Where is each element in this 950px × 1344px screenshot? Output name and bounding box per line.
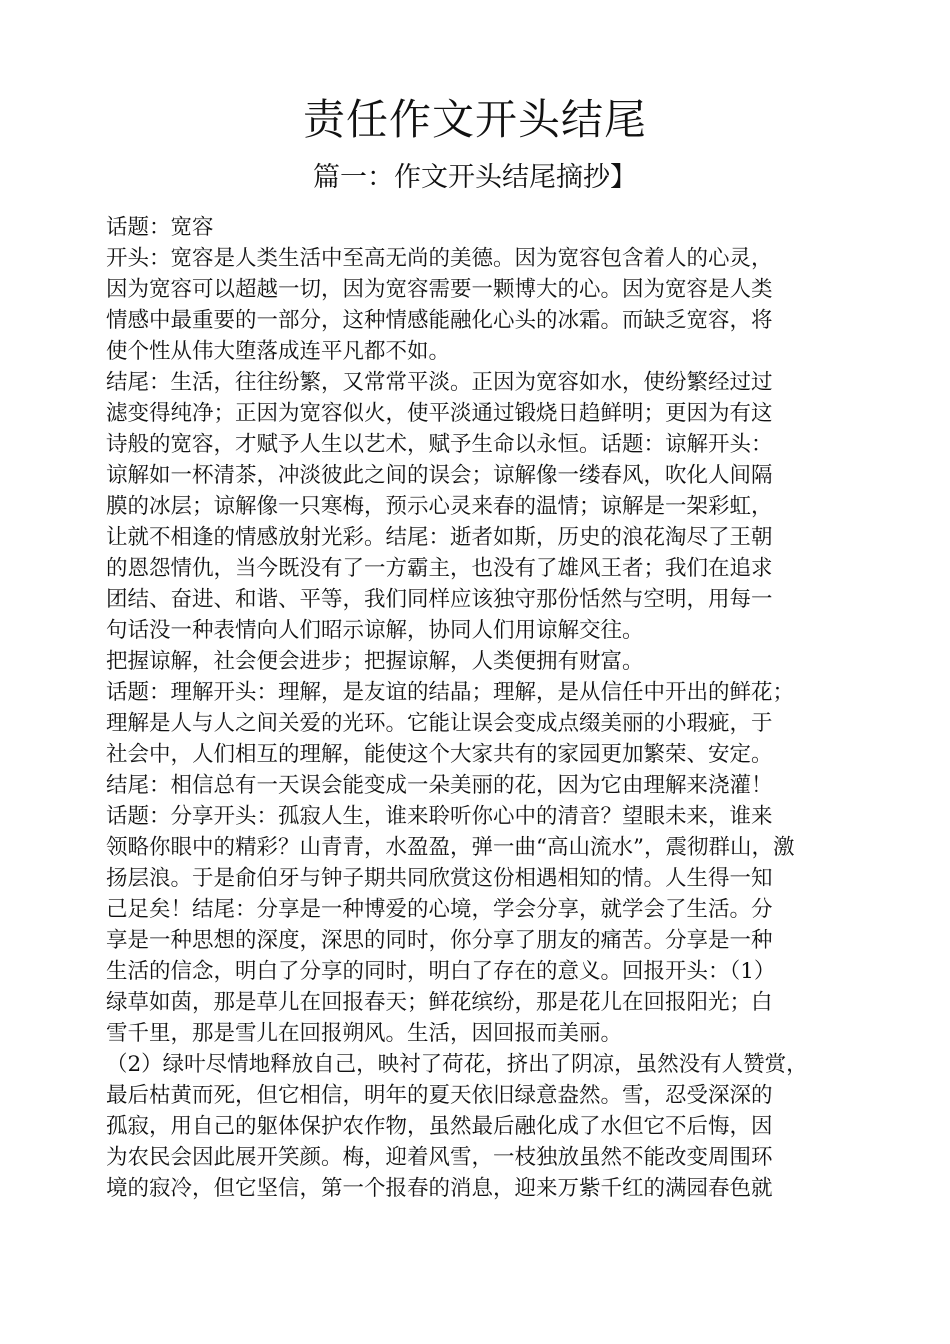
text-line: 社会中，人们相互的理解，能使这个大家共有的家园更加繁荣、安定。	[106, 742, 773, 767]
text-line: 扬层浪。于是俞伯牙与钟子期共同欣赏这份相遇相知的情。人生得一知	[106, 866, 773, 891]
text-line: 团结、奋进、和谐、平等，我们同样应该独守那份恬然与空明，用每一	[106, 587, 773, 612]
text-line: 话题：分享开头：孤寂人生，谁来聆听你心中的清音？望眼未来，谁来	[106, 804, 773, 829]
text-line: 为农民会因此展开笑颜。梅，迎着风雪，一枝独放虽然不能改变周围环	[106, 1145, 773, 1170]
text-line: 诗般的宽容，才赋予人生以艺术，赋予生命以永恒。话题：谅解开头：	[106, 432, 773, 457]
text-line: 最后枯黄而死，但它相信，明年的夏天依旧绿意盎然。雪，忍受深深的	[106, 1083, 773, 1108]
body-text	[106, 212, 866, 1204]
text-line: 己足矣！结尾：分享是一种博爱的心境，学会分享，就学会了生活。分	[106, 897, 773, 922]
text-line: 享是一种思想的深度，深思的同时，你分享了朋友的痛苦。分享是一种	[106, 928, 773, 953]
text-line: 结尾：相信总有一天误会能变成一朵美丽的花，因为它由理解来浇灌！	[106, 773, 773, 798]
text-line: 谅解如一杯清茶，冲淡彼此之间的误会；谅解像一缕春风，吹化人间隔	[106, 463, 773, 488]
text-line: 使个性从伟大堕落成连平凡都不如。	[106, 339, 451, 364]
text-line: 境的寂冷，但它坚信，第一个报春的消息，迎来万紫千红的满园春色就	[106, 1176, 773, 1201]
text-line: （2）绿叶尽情地释放自己，映衬了荷花，挤出了阴凉，虽然没有人赞赏，	[106, 1052, 808, 1077]
text-line: 膜的冰层；谅解像一只寒梅，预示心灵来春的温情；谅解是一架彩虹，	[106, 494, 773, 519]
text-line: 结尾：生活，往往纷繁，又常常平淡。正因为宽容如水，使纷繁经过过	[106, 370, 773, 395]
text-line: 生活的信念，明白了分享的同时，明白了存在的意义。回报开头：（1）	[106, 959, 776, 984]
page-subtitle: 篇一：作文开头结尾摘抄】	[313, 162, 637, 193]
text-line: 话题：理解开头：理解，是友谊的结晶；理解，是从信任中开出的鲜花；	[106, 680, 795, 705]
text-line: 让就不相逢的情感放射光彩。结尾：逝者如斯，历史的浪花淘尽了王朝	[106, 525, 773, 550]
text-line: 把握谅解，社会便会进步；把握谅解，人类便拥有财富。	[106, 649, 644, 674]
text-line: 话题：宽容	[106, 215, 214, 240]
text-line: 开头：宽容是人类生活中至高无尚的美德。因为宽容包含着人的心灵，	[106, 246, 773, 271]
text-line: 因为宽容可以超越一切，因为宽容需要一颗博大的心。因为宽容是人类	[106, 277, 773, 302]
text-line: 雪千里，那是雪儿在回报朔风。生活，因回报而美丽。	[106, 1021, 623, 1046]
text-line: 的恩怨情仇，当今既没有了一方霸主，也没有了雄风王者；我们在追求	[106, 556, 773, 581]
text-line: 领略你眼中的精彩？山青青，水盈盈，弹一曲“高山流水”，震彻群山，激	[106, 835, 795, 860]
text-line: 绿草如茵，那是草儿在回报春天；鲜花缤纷，那是花儿在回报阳光；白	[106, 990, 773, 1015]
text-line: 滤变得纯净；正因为宽容似火，使平淡通过锻烧日趋鲜明；更因为有这	[106, 401, 773, 426]
text-line: 孤寂，用自己的躯体保护农作物，虽然最后融化成了水但它不后悔，因	[106, 1114, 773, 1139]
text-line: 句话没一种表情向人们昭示谅解，协同人们用谅解交往。	[106, 618, 644, 643]
page-title: 责任作文开头结尾	[302, 95, 647, 144]
text-line: 情感中最重要的一部分，这种情感能融化心头的冰霜。而缺乏宽容，将	[106, 308, 773, 333]
text-line: 理解是人与人之间关爱的光环。它能让误会变成点缀美丽的小瑕疵，于	[106, 711, 773, 736]
